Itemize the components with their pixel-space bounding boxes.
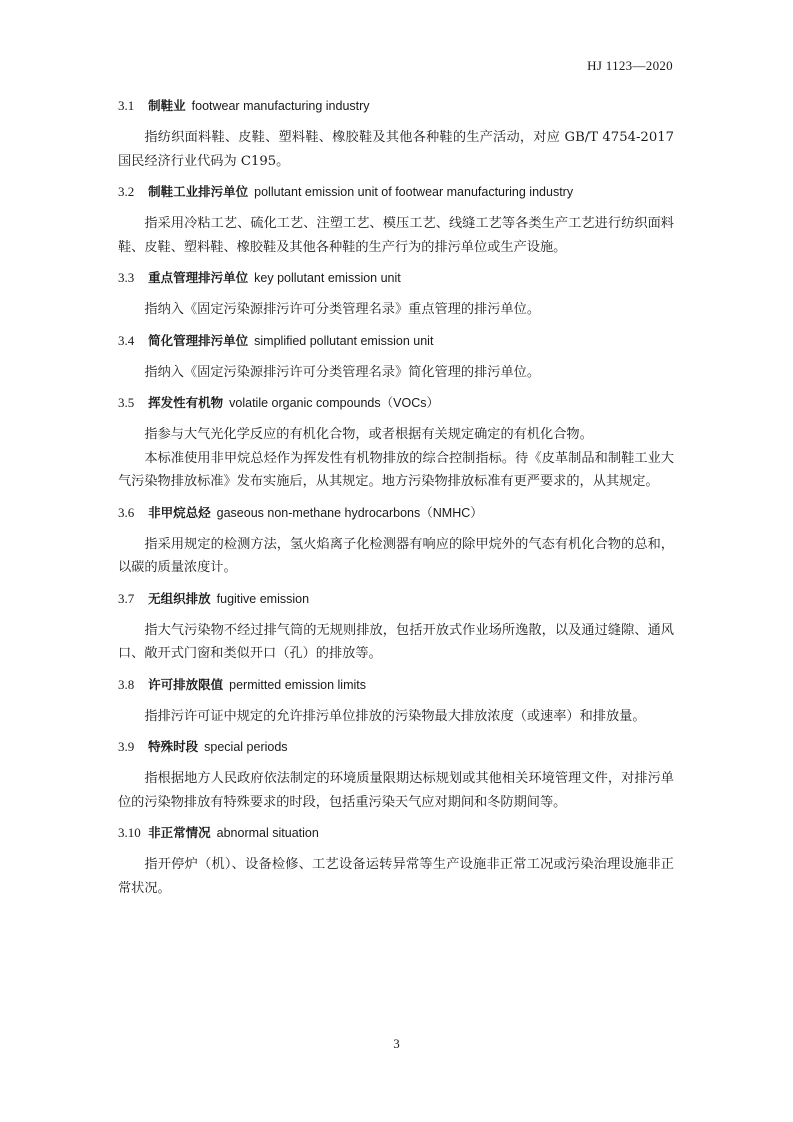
term-english: footwear manufacturing industry — [191, 99, 370, 113]
term-heading — [118, 96, 674, 117]
term-definition: 指开停炉（机）、设备检修、工艺设备运转异常等生产设施非正常工况或污染治理设施非正常状况。 — [118, 857, 674, 896]
term-english: fugitive emission — [216, 591, 310, 606]
term-definition: 指纺织面料鞋、皮鞋、塑料鞋、橡胶鞋及其他各种鞋的生产活动，对应 GB/T 4754-2017 国民经济行业代码为 C195。 — [118, 130, 674, 169]
standard-code: HJ 1123—2020 — [587, 58, 673, 73]
term-3-6 — [118, 503, 674, 580]
term-english: permitted emission limits — [229, 677, 366, 692]
term-english: simplified pollutant emission unit — [254, 333, 434, 348]
terms-list — [118, 96, 674, 900]
term-definition: 指大气污染物不经过排气筒的无规则排放，包括开放式作业场所逸散，以及通过缝隙、通风口、敞开式门窗和类似开口（孔）的排放等。 — [118, 622, 674, 661]
term-chinese: 许可排放限值 — [148, 676, 224, 692]
term-heading — [118, 182, 674, 203]
term-heading — [118, 823, 674, 844]
term-definition: 指纳入《固定污染源排污许可分类管理名录》简化管理的排污单位。 — [144, 364, 541, 380]
term-heading — [118, 268, 674, 289]
term-3-9 — [118, 737, 674, 814]
term-3-7 — [118, 589, 674, 666]
term-number: 3.9 — [118, 739, 135, 754]
term-english: key pollutant emission unit — [254, 271, 401, 285]
term-number: 3.5 — [118, 395, 135, 410]
term-chinese: 特殊时段 — [148, 739, 199, 754]
term-number: 3.10 — [118, 825, 141, 840]
term-chinese: 制鞋工业排污单位 — [148, 184, 249, 199]
term-note: 本标准使用非甲烷总烃作为挥发性有机物排放的综合控制指标。待《皮革制品和制鞋工业大气污染物排放标准》发布实施后，从其规定。地方污染物排放标准有更严要求的，从其规定。 — [118, 450, 674, 489]
term-english: volatile organic compounds（VOCs） — [229, 396, 439, 410]
term-heading — [118, 589, 674, 610]
term-3-5 — [118, 393, 674, 494]
term-number: 3.6 — [118, 504, 135, 520]
term-definition: 指根据地方人民政府依法制定的环境质量限期达标规划或其他相关环境管理文件，对排污单位的污染物排放有特殊要求的时段，包括重污染天气应对期间和冬防期间等。 — [118, 771, 674, 810]
term-chinese: 非甲烷总烃 — [148, 504, 211, 520]
term-3-3 — [118, 268, 674, 322]
term-chinese: 挥发性有机物 — [148, 395, 224, 410]
term-english: pollutant emission unit of footwear manufacturing industry — [254, 185, 574, 199]
term-definition: 指采用冷粘工艺、硫化工艺、注塑工艺、模压工艺、线缝工艺等各类生产工艺进行纺织面料鞋、皮鞋、塑料鞋、橡胶鞋及其他各种鞋的生产行为的排污单位或生产设施。 — [118, 216, 674, 255]
term-heading — [118, 393, 674, 414]
term-3-2 — [118, 182, 674, 259]
term-chinese: 简化管理排污单位 — [148, 332, 249, 348]
term-english: special periods — [204, 740, 288, 754]
term-number: 3.8 — [118, 676, 135, 692]
term-number: 3.2 — [118, 184, 135, 199]
page-number: 3 — [393, 1036, 400, 1051]
term-heading — [118, 503, 674, 524]
term-chinese: 无组织排放 — [148, 590, 211, 606]
term-definition: 指排污许可证中规定的允许排污单位排放的污染物最大排放浓度（或速率）和排放量。 — [144, 708, 646, 724]
term-english: gaseous non-methane hydrocarbons（NMHC） — [216, 505, 483, 520]
term-heading — [118, 675, 674, 696]
term-number: 3.7 — [118, 590, 135, 606]
term-chinese: 制鞋业 — [148, 98, 186, 113]
term-3-4 — [118, 331, 674, 385]
term-3-8 — [118, 675, 674, 729]
term-heading — [118, 331, 674, 352]
term-3-10 — [118, 823, 674, 900]
term-3-1 — [118, 96, 674, 173]
term-heading — [118, 737, 674, 758]
term-definition: 指采用规定的检测方法，氢火焰离子化检测器有响应的除甲烷外的气态有机化合物的总和，以碳的质量浓度计。 — [118, 536, 674, 575]
term-number: 3.4 — [118, 332, 135, 348]
term-english: abnormal situation — [216, 826, 319, 840]
term-chinese: 非正常情况 — [148, 825, 211, 840]
term-chinese: 重点管理排污单位 — [148, 270, 249, 285]
term-number: 3.3 — [118, 270, 135, 285]
term-definition: 指参与大气光化学反应的有机化合物，或者根据有关规定确定的有机化合物。 — [144, 427, 593, 442]
term-definition: 指纳入《固定污染源排污许可分类管理名录》重点管理的排污单位。 — [144, 302, 541, 317]
term-number: 3.1 — [118, 98, 135, 113]
